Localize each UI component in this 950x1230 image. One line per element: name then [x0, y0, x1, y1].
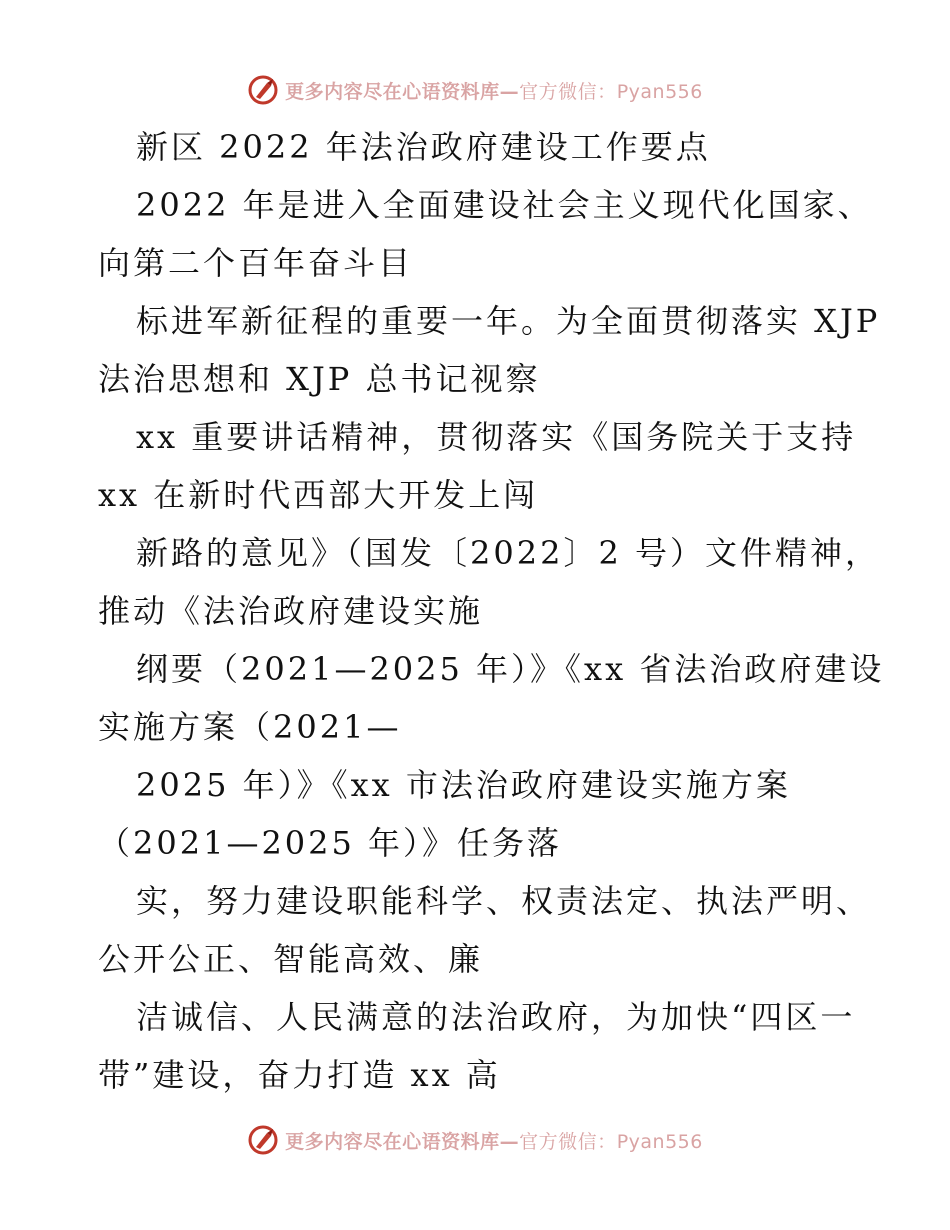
document-line: 纲要（2021—2025 年）》《xx 省法治政府建设 — [136, 650, 885, 688]
banner-wechat-label: 官方微信： — [519, 80, 617, 103]
banner-wechat-id: Pyan556 — [616, 1130, 703, 1153]
footer-banner — [0, 1120, 950, 1160]
document-line: 实施方案（2021— — [98, 708, 402, 746]
document-body — [98, 118, 885, 1104]
document-line: 洁诚信、人民满意的法治政府，为加快“四区一 — [136, 998, 856, 1036]
document-line: 新路的意见》（国发〔2022〕2 号）文件精神， — [136, 534, 880, 572]
document-line: xx 在新时代西部大开发上闯 — [98, 476, 539, 514]
document-line: 标进军新征程的重要一年。为全面贯彻落实 XJP — [136, 302, 881, 340]
document-line: 法治思想和 XJP 总书记视察 — [98, 360, 541, 398]
document-line: 公开公正、智能高效、廉 — [98, 940, 484, 978]
document-title: 新区 2022 年法治政府建设工作要点 — [136, 128, 711, 166]
banner-wechat-label: 官方微信： — [519, 1130, 617, 1153]
banner-slogan: 更多内容尽在心语资料库 — [285, 80, 500, 103]
document-line: 2025 年）》《xx 市法治政府建设实施方案 — [136, 766, 791, 804]
document-line: xx 重要讲话精神，贯彻落实《国务院关于支持 — [136, 418, 857, 456]
document-line: 带”建设，奋力打造 xx 高 — [98, 1056, 501, 1094]
header-banner — [0, 70, 950, 110]
quill-circle-logo-icon — [247, 1124, 279, 1156]
document-line: 实，努力建设职能科学、权责法定、执法严明、 — [136, 882, 872, 920]
document-line: 向第二个百年奋斗目 — [98, 244, 414, 282]
document-line: （2021—2025 年）》任务落 — [98, 824, 563, 862]
document-line: 推动《法治政府建设实施 — [98, 592, 484, 630]
banner-text — [285, 1127, 703, 1154]
banner-wechat-id: Pyan556 — [616, 80, 703, 103]
document-line: 2022 年是进入全面建设社会主义现代化国家、 — [136, 186, 873, 224]
banner-separator: — — [499, 80, 520, 103]
banner-slogan: 更多内容尽在心语资料库 — [285, 1130, 500, 1153]
banner-separator: — — [499, 1130, 520, 1153]
quill-circle-logo-icon — [247, 74, 279, 106]
banner-text — [285, 77, 703, 104]
